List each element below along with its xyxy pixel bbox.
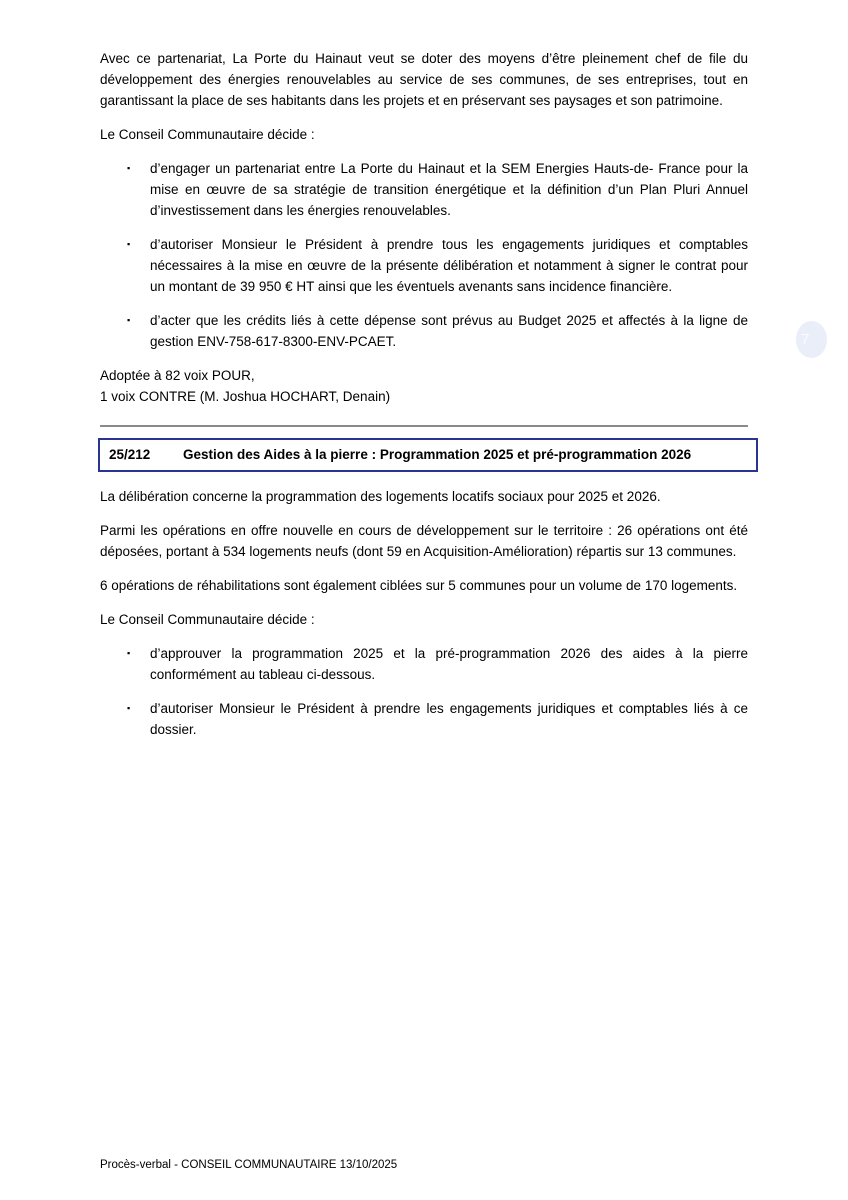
bullet-square-icon: ▪	[127, 648, 131, 658]
list-item	[100, 310, 748, 352]
page-scroll-badge	[796, 321, 827, 358]
page-content	[100, 48, 748, 753]
decide-label: Le Conseil Communautaire décide :	[100, 612, 315, 627]
deliberation-heading-box	[98, 438, 758, 472]
bullet-text: d’acter que les crédits liés à cette dépense sont prévus au Budget 2025 et affectés à la ligne de gestion ENV-758-617-8300-ENV-PCAET.	[150, 313, 748, 349]
decision-list	[100, 643, 748, 740]
bullet-text: d’approuver la programmation 2025 et la pré-programmation 2026 des aides à la pierre conformément au tableau ci-dessous.	[150, 646, 748, 682]
deliberation-title: Gestion des Aides à la pierre : Programmation 2025 et pré-programmation 2026	[183, 447, 692, 462]
bullet-text: d’autoriser Monsieur le Président à prendre tous les engagements juridiques et comptables nécessaires à la mise en œuvre de la présente délibération et notamment à signer le contrat pour un montant de 39 950 € HT ainsi que les éventuels avenants sans incidence financière.	[150, 237, 748, 294]
paragraph-rehabilitations: 6 opérations de réhabilitations sont également ciblées sur 5 communes pour un volume de 170 logements.	[100, 578, 738, 593]
list-item	[100, 234, 748, 297]
list-item	[100, 698, 748, 740]
bullet-square-icon: ▪	[127, 163, 131, 173]
decision-list	[100, 158, 748, 352]
bullet-text: d’engager un partenariat entre La Porte du Hainaut et la SEM Energies Hauts-de- France pour la mise en œuvre de sa stratégie de transition énergétique et la définition d’un Plan Pluri Annuel d’investissement dans les énergies renouvelables.	[150, 161, 748, 218]
deliberation-number: 25/212	[109, 447, 151, 462]
list-item	[100, 643, 748, 685]
bullet-square-icon: ▪	[127, 703, 131, 713]
section-divider	[100, 425, 748, 427]
vote-result-contre: 1 voix CONTRE (M. Joshua HOCHART, Denain)	[100, 389, 391, 404]
bullet-square-icon: ▪	[127, 315, 131, 325]
list-item	[100, 158, 748, 221]
scroll-badge-label: 7	[801, 331, 810, 348]
bullet-square-icon: ▪	[127, 239, 131, 249]
footer-text: Procès-verbal - CONSEIL COMMUNAUTAIRE 13/10/2025	[100, 1159, 398, 1171]
bullet-text: d’autoriser Monsieur le Président à prendre les engagements juridiques et comptables liés à ce dossier.	[150, 701, 748, 737]
vote-result-pour: Adoptée à 82 voix POUR,	[100, 368, 255, 383]
paragraph-partnership: Avec ce partenariat, La Porte du Hainaut veut se doter des moyens d’être pleinement chef de file du développement des énergies renouvelables au service de ses communes, de ses entreprises, tout en garantissant la place de ses habitants dans les projets et en préservant ses paysages et son patrimoine.	[100, 51, 748, 108]
decide-label: Le Conseil Communautaire décide :	[100, 127, 315, 142]
page-footer	[100, 1158, 397, 1172]
paragraph-deliberation-intro: La délibération concerne la programmation des logements locatifs sociaux pour 2025 et 2026.	[100, 489, 661, 504]
paragraph-operations-new: Parmi les opérations en offre nouvelle en cours de développement sur le territoire : 26 opérations ont été déposées, portant à 534 logements neufs (dont 59 en Acquisition-Amélioration) répartis sur 13 communes.	[100, 523, 748, 559]
